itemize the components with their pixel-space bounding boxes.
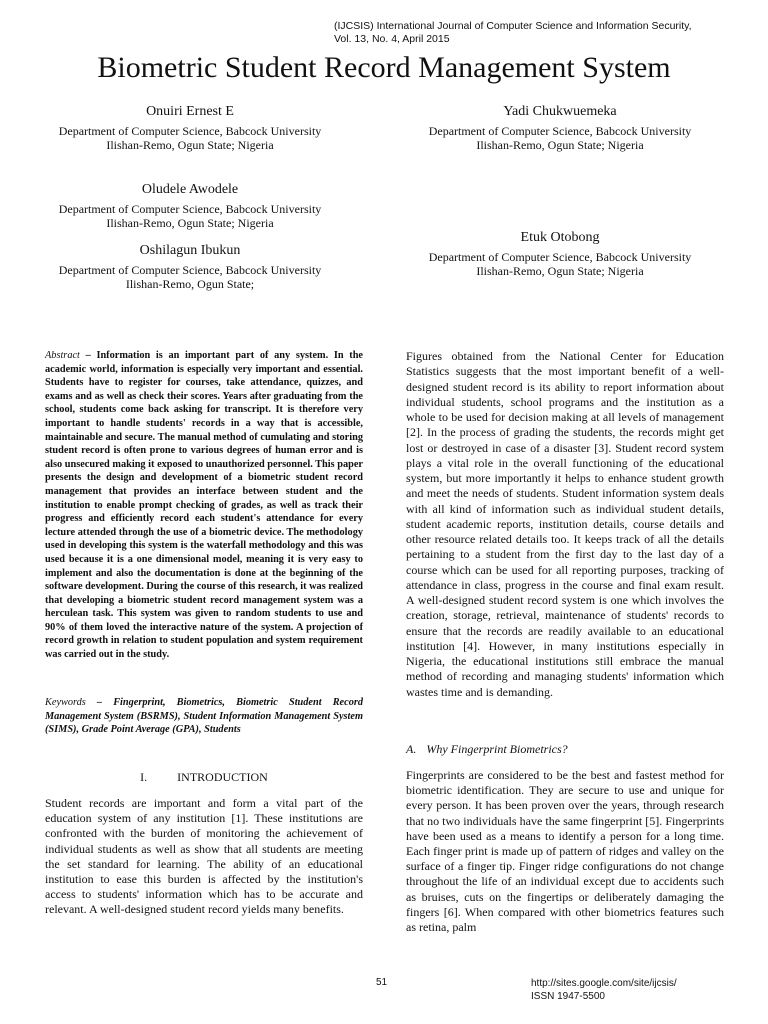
author-department: Department of Computer Science, Babcock University xyxy=(428,124,692,138)
right-column-paragraph xyxy=(406,349,724,700)
footer-info xyxy=(531,977,677,1003)
author-department: Department of Computer Science, Babcock University xyxy=(58,124,322,138)
author-name: Oludele Awodele xyxy=(141,182,239,197)
page-number: 51 xyxy=(376,977,388,988)
section-heading xyxy=(45,770,363,784)
keywords-text: Fingerprint, Biometrics, Biometric Student Record Management System (BSRMS), Student Information Management System (SIMS), Grade Point Average (GPA), Students xyxy=(45,697,364,736)
author-location: Ilishan-Remo, Ogun State; xyxy=(125,277,255,291)
paragraph: Figures obtained from the National Center for Education Statistics suggests that the most important benefit of a well-designed student record is its ability to report information about individual students, school programs and the institution as a whole to be used for decision making at all levels of management [2]. In the process of grading the students, the records might get lost or destroyed in case of a disaster [3]. Student record system plays a vital role in the overall functioning of the educational system, but more importantly it helps to enhance student growth and meet the needs of students. Student information system deals with all kind of information such as individual student details, student academic reports, institution details, course details and other resource related details too. It keeps track of all the details pertaining to a student from the first day to the last day of a course which can be used for all reporting purposes, tracking of attendance in class, progress in the course and final exam result. A well-designed student record system is one which involves the creation, storage, retrieval, maintenance of students' records to ensure that the records are readily available to an educational institution [4]. However, in many institutions especially in Nigeria, the educational institutions still embrace the manual method of recording and managing students' information which wastes time and is demanding. xyxy=(406,349,724,699)
fingerprint-paragraph xyxy=(406,768,724,935)
author-location: Ilishan-Remo, Ogun State; Nigeria xyxy=(476,264,644,278)
subsection-letter: A. xyxy=(406,742,417,756)
journal-header xyxy=(334,20,754,46)
abstract-separator: – xyxy=(79,350,97,361)
section-number: I. xyxy=(140,770,148,784)
keywords-label: Keywords xyxy=(45,697,86,708)
subsection-title: Why Fingerprint Biometrics? xyxy=(426,742,568,756)
abstract-text: Information is an important part of any system. In the academic world, information is especially very important and essential. Students have to register for courses, take attendance, quizzes, and exams and as well as check their scores. Years after graduating from the school, students come back asking for transcript. It is therefore very important to handle students' records in a way that is accessible, maintainable and secure. The manual method of cumulating and storing student record is often prone to various degrees of human error and is also unsecured making it exposed to unauthorized personnel. This paper presents the design and development of a biometric student record management that provides an interface between student and the institution to enable prompt checking of grades, as well as track their progress and efficiently record each student's attendance for every lecture attended through the use of a biometric device. The methodology used in developing this system is the waterfall methodology and this was used because it is a one dimensional model, meaning it is very easy to implement and also the documentation is done at the beginning of the software development. During the course of this research, it was realized that developing a biometric student record management system was a herculean task. This system was given to random students to use and 90% of them loved the interactive nature of the system. A projection of record growth in relation to student population and system requirement was carried out in the study. xyxy=(45,350,363,661)
author-name: Oshilagun Ibukun xyxy=(139,243,241,258)
paragraph: Student records are important and form a vital part of the education system of any institution [1]. These institutions are confronted with the burden of monitoring the achievement of individual students as well as show that all students are meeting the set standard for learning. The ability of an educational institution to ease this burden is affected by the institution's access to students' information which has to be accurate and relevant. A well-designed student record yields many benefits. xyxy=(45,796,363,917)
introduction-paragraph xyxy=(45,796,363,918)
author-location: Ilishan-Remo, Ogun State; Nigeria xyxy=(476,138,644,152)
author-location: Ilishan-Remo, Ogun State; Nigeria xyxy=(106,216,274,230)
abstract xyxy=(45,349,363,662)
section-title: INTRODUCTION xyxy=(177,770,268,784)
author-block xyxy=(40,242,340,291)
footer-issn: ISSN 1947-5500 xyxy=(531,991,605,1002)
author-department: Department of Computer Science, Babcock University xyxy=(58,202,322,216)
author-block xyxy=(40,181,340,230)
author-name: Etuk Otobong xyxy=(520,230,600,245)
author-name: Onuiri Ernest E xyxy=(146,104,234,119)
keywords xyxy=(45,696,363,737)
author-location: Ilishan-Remo, Ogun State; Nigeria xyxy=(106,138,274,152)
author-department: Department of Computer Science, Babcock University xyxy=(58,263,322,277)
keywords-separator: – xyxy=(85,697,114,708)
abstract-label: Abstract xyxy=(45,350,80,361)
footer-url: http://sites.google.com/site/ijcsis/ xyxy=(531,978,677,989)
author-name: Yadi Chukwuemeka xyxy=(503,104,617,119)
subsection-heading xyxy=(406,742,724,756)
journal-volume: Vol. 13, No. 4, April 2015 xyxy=(334,33,450,45)
author-department: Department of Computer Science, Babcock University xyxy=(428,250,692,264)
paper-title: Biometric Student Record Management System xyxy=(97,51,671,84)
author-block xyxy=(40,103,340,152)
journal-name: (IJCSIS) International Journal of Computer Science and Information Security, xyxy=(334,20,692,32)
paragraph: Fingerprints are considered to be the best and fastest method for biometric identification. They are secure to use and unique for every person. It has been proven over the years, through research that no two individuals have the same fingerprint [5]. Fingerprints have been used as a means to identify a person for a long time. Each finger print is made up of pattern of ridges and valley on the surface of a finger tip. Finger ridge configurations do not change throughout the life of an individual except due to accidents such as bruises, cuts on the fingertips or deliberately damaging the fingers [6]. When compared with other biometrics features such as retina, palm xyxy=(406,768,724,935)
author-block xyxy=(410,229,710,278)
author-block xyxy=(410,103,710,152)
